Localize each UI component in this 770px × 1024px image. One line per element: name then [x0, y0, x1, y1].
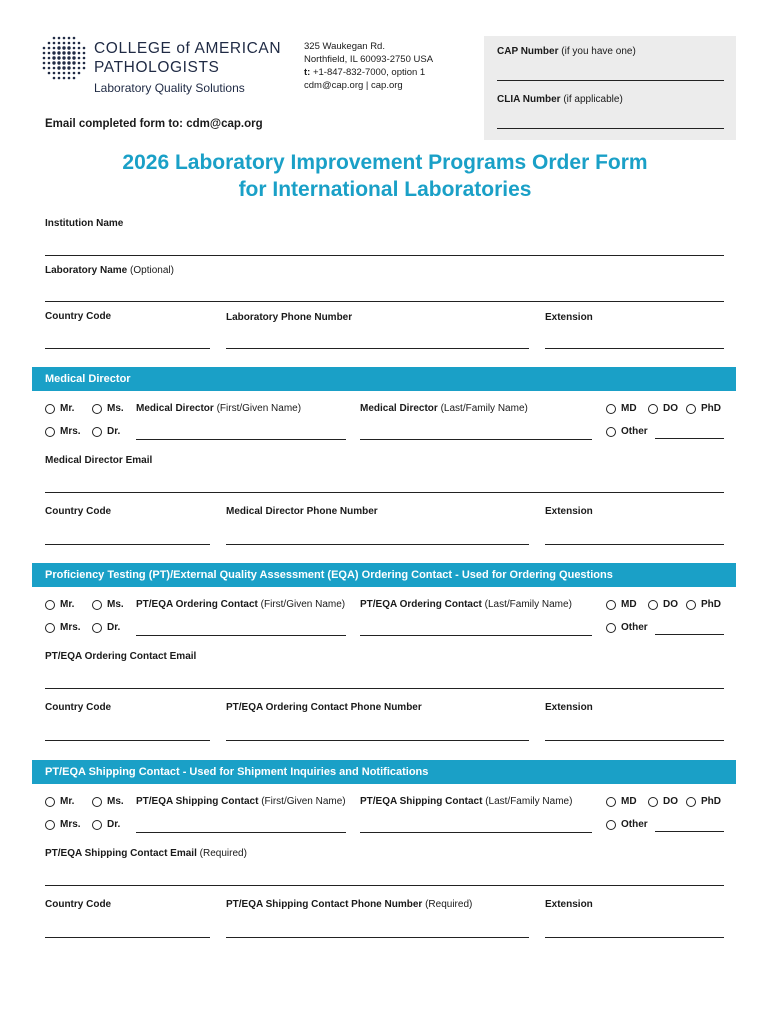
- radio-circle-icon: [648, 797, 658, 807]
- logo-dot: [48, 72, 51, 75]
- lab-country-code-label: Country Code: [45, 311, 112, 322]
- logo-dot: [48, 62, 51, 65]
- radio-circle-icon: [606, 623, 616, 633]
- logo-dot: [67, 51, 70, 54]
- logo-dot: [68, 77, 71, 80]
- pt-ordering-first-name-field[interactable]: [136, 635, 346, 636]
- pt-shipping-degree-radio[interactable]: Other: [606, 819, 648, 830]
- logo-dot: [57, 46, 60, 49]
- laboratory-name-field[interactable]: [45, 301, 724, 302]
- logo-dot: [52, 56, 55, 59]
- pt-shipping-phone-label: PT/EQA Shipping Contact Phone Number (Required): [226, 899, 473, 910]
- pt-shipping-degree-radio[interactable]: PhD: [686, 796, 721, 807]
- logo-dot: [62, 61, 65, 64]
- radio-circle-icon: [92, 404, 102, 414]
- medical-director-section-header: Medical Director: [32, 367, 736, 391]
- logo-dot: [78, 67, 81, 70]
- pt-ordering-degree-radio[interactable]: MD: [606, 599, 637, 610]
- logo-dot: [43, 57, 46, 60]
- lab-phone-label: Laboratory Phone Number: [226, 312, 353, 323]
- logo-org-line3: Laboratory Quality Solutions: [94, 81, 245, 95]
- medical-director-first-name-field[interactable]: [136, 439, 346, 440]
- pt-shipping-degree-radio[interactable]: MD: [606, 796, 637, 807]
- pt-ordering-salutation-radio[interactable]: Mr.: [45, 599, 74, 610]
- cap-logo-icon: [42, 36, 86, 80]
- cap-number-field[interactable]: [497, 80, 724, 81]
- lab-extension-label: Extension: [545, 312, 593, 323]
- pt-shipping-email-field[interactable]: [45, 885, 724, 886]
- pt-shipping-first-name-field[interactable]: [136, 832, 346, 833]
- logo-dot: [73, 72, 76, 75]
- pt-shipping-country-code-label: Country Code: [45, 899, 112, 910]
- medical-director-email-label: Medical Director Email: [45, 455, 153, 466]
- medical-director-salutation-radio[interactable]: Mr.: [45, 403, 74, 414]
- logo-dot: [73, 67, 76, 70]
- logo-dot: [63, 42, 66, 45]
- logo-dot: [83, 57, 86, 60]
- logo-dot: [78, 72, 81, 75]
- logo-dot: [63, 37, 66, 40]
- logo-dot: [43, 52, 46, 55]
- logo-dot: [57, 51, 60, 54]
- pt-ordering-phone-field[interactable]: [226, 740, 529, 741]
- pt-shipping-salutation-radio[interactable]: Mr.: [45, 796, 74, 807]
- pt-shipping-extension-field[interactable]: [545, 937, 724, 938]
- pt-shipping-phone-field[interactable]: [226, 937, 529, 938]
- pt-shipping-salutation-radio[interactable]: Dr.: [92, 819, 120, 830]
- logo-dot: [58, 77, 61, 80]
- pt-shipping-email-label: PT/EQA Shipping Contact Email (Required): [45, 848, 247, 859]
- address-phone: t: +1-847-832-7000, option 1: [304, 67, 426, 78]
- pt-shipping-country-code-field[interactable]: [45, 937, 210, 938]
- logo-dot: [73, 42, 76, 45]
- laboratory-name-label: Laboratory Name (Optional): [45, 265, 174, 276]
- logo-dot: [48, 57, 51, 60]
- medical-director-salutation-radio[interactable]: Ms.: [92, 403, 124, 414]
- logo-dot: [53, 42, 56, 45]
- radio-circle-icon: [92, 797, 102, 807]
- logo-dot: [78, 57, 81, 60]
- logo-dot: [48, 67, 51, 70]
- pt-ordering-last-name-label: PT/EQA Ordering Contact (Last/Family Name): [360, 599, 572, 610]
- medical-director-country-code-label: Country Code: [45, 506, 112, 517]
- logo-dot: [58, 37, 61, 40]
- radio-circle-icon: [686, 797, 696, 807]
- logo-dot: [63, 77, 66, 80]
- pt-shipping-extension-label: Extension: [545, 899, 593, 910]
- radio-circle-icon: [45, 600, 55, 610]
- logo-dot: [83, 52, 86, 55]
- pt-shipping-degree-other-field[interactable]: [655, 831, 724, 832]
- lab-country-code-field[interactable]: [45, 348, 210, 349]
- pt-ordering-first-name-label: PT/EQA Ordering Contact (First/Given Name): [136, 599, 346, 610]
- pt-ordering-salutation-radio[interactable]: Dr.: [92, 622, 120, 633]
- pt-ordering-salutation-radio[interactable]: Ms.: [92, 599, 124, 610]
- radio-circle-icon: [45, 820, 55, 830]
- logo-dot: [67, 66, 70, 69]
- pt-ordering-section-header: Proficiency Testing (PT)/External Quality Assessment (EQA) Ordering Contact - Used for Ordering Questions: [32, 563, 736, 587]
- logo-org-line1: COLLEGE of AMERICAN: [94, 40, 282, 57]
- address-email: cdm@cap.org | cap.org: [304, 80, 403, 91]
- pt-shipping-first-name-label: PT/EQA Shipping Contact (First/Given Name): [136, 796, 346, 807]
- lab-phone-field[interactable]: [226, 348, 529, 349]
- radio-circle-icon: [686, 600, 696, 610]
- logo-dot: [52, 61, 55, 64]
- radio-circle-icon: [606, 820, 616, 830]
- pt-ordering-phone-label: PT/EQA Ordering Contact Phone Number: [226, 702, 422, 713]
- logo-dot: [48, 47, 51, 50]
- institution-name-label: Institution Name: [45, 218, 124, 229]
- logo-dot: [57, 66, 60, 69]
- pt-shipping-degree-radio[interactable]: DO: [648, 796, 678, 807]
- lab-extension-field[interactable]: [545, 348, 724, 349]
- medical-director-degree-radio[interactable]: MD: [606, 403, 637, 414]
- clia-number-field[interactable]: [497, 128, 724, 129]
- medical-director-degree-radio[interactable]: Other: [606, 426, 648, 437]
- medical-director-extension-field[interactable]: [545, 544, 724, 545]
- logo-dot: [73, 77, 76, 80]
- logo-dot: [43, 47, 46, 50]
- logo-dot: [83, 62, 86, 65]
- logo-dot: [48, 52, 51, 55]
- pt-ordering-email-field[interactable]: [45, 688, 724, 689]
- medical-director-extension-label: Extension: [545, 506, 593, 517]
- address-city: Northfield, IL 60093-2750 USA: [304, 54, 434, 65]
- pt-ordering-last-name-field[interactable]: [360, 635, 592, 636]
- logo-dot: [78, 52, 81, 55]
- logo-dot: [62, 66, 65, 69]
- logo-dot: [78, 47, 81, 50]
- pt-ordering-email-label: PT/EQA Ordering Contact Email: [45, 651, 197, 662]
- radio-circle-icon: [606, 427, 616, 437]
- pt-shipping-last-name-label: PT/EQA Shipping Contact (Last/Family Name): [360, 796, 573, 807]
- radio-circle-icon: [45, 427, 55, 437]
- logo-dot: [78, 62, 81, 65]
- logo-dot: [43, 67, 46, 70]
- medical-director-degree-radio[interactable]: PhD: [686, 403, 721, 414]
- logo-dot: [68, 42, 71, 45]
- form-title-line2: for International Laboratories: [238, 178, 532, 201]
- radio-circle-icon: [45, 623, 55, 633]
- pt-ordering-extension-field[interactable]: [545, 740, 724, 741]
- pt-shipping-salutation-radio[interactable]: Ms.: [92, 796, 124, 807]
- form-title-line1: 2026 Laboratory Improvement Programs Order Form: [122, 151, 648, 174]
- logo-dot: [53, 37, 56, 40]
- radio-circle-icon: [45, 797, 55, 807]
- medical-director-last-name-label: Medical Director (Last/Family Name): [360, 403, 528, 414]
- logo-dot: [68, 72, 71, 75]
- medical-director-email-field[interactable]: [45, 492, 724, 493]
- logo-dot: [72, 61, 75, 64]
- pt-ordering-degree-radio[interactable]: DO: [648, 599, 678, 610]
- radio-circle-icon: [606, 797, 616, 807]
- medical-director-first-name-label: Medical Director (First/Given Name): [136, 403, 302, 414]
- logo-dot: [57, 56, 60, 59]
- pt-ordering-country-code-field[interactable]: [45, 740, 210, 741]
- medical-director-last-name-field[interactable]: [360, 439, 592, 440]
- medical-director-degree-radio[interactable]: DO: [648, 403, 678, 414]
- institution-name-field[interactable]: [45, 255, 724, 256]
- pt-ordering-salutation-radio[interactable]: Mrs.: [45, 622, 81, 633]
- logo-dot: [78, 42, 81, 45]
- logo-dot: [58, 42, 61, 45]
- clia-number-label: CLIA Number (if applicable): [497, 94, 623, 105]
- medical-director-phone-field[interactable]: [226, 544, 529, 545]
- email-note: Email completed form to: cdm@cap.org: [45, 118, 263, 130]
- logo-dot: [58, 72, 61, 75]
- pt-ordering-country-code-label: Country Code: [45, 702, 112, 713]
- radio-circle-icon: [45, 404, 55, 414]
- logo-dot: [62, 56, 65, 59]
- medical-director-degree-other-field[interactable]: [655, 438, 724, 439]
- logo-dot: [57, 61, 60, 64]
- medical-director-salutation-radio[interactable]: Dr.: [92, 426, 120, 437]
- logo-dot: [62, 51, 65, 54]
- logo-dot: [53, 47, 56, 50]
- logo-dot: [68, 37, 71, 40]
- logo-dot: [67, 46, 70, 49]
- logo-dot: [53, 67, 56, 70]
- radio-circle-icon: [92, 623, 102, 633]
- radio-circle-icon: [648, 404, 658, 414]
- medical-director-phone-label: Medical Director Phone Number: [226, 506, 378, 517]
- logo-dot: [43, 62, 46, 65]
- logo-dot: [83, 47, 86, 50]
- pt-ordering-degree-other-field[interactable]: [655, 634, 724, 635]
- pt-ordering-degree-radio[interactable]: PhD: [686, 599, 721, 610]
- pt-shipping-section-header: PT/EQA Shipping Contact - Used for Shipment Inquiries and Notifications: [32, 760, 736, 784]
- medical-director-salutation-radio[interactable]: Mrs.: [45, 426, 81, 437]
- radio-circle-icon: [92, 427, 102, 437]
- radio-circle-icon: [606, 600, 616, 610]
- radio-circle-icon: [606, 404, 616, 414]
- logo-dot: [62, 46, 65, 49]
- logo-dot: [73, 47, 76, 50]
- logo-dot: [67, 61, 70, 64]
- logo-dot: [53, 72, 56, 75]
- logo-org-line2: PATHOLOGISTS: [94, 59, 220, 76]
- medical-director-country-code-field[interactable]: [45, 544, 210, 545]
- pt-ordering-degree-radio[interactable]: Other: [606, 622, 648, 633]
- logo-dot: [63, 72, 66, 75]
- pt-shipping-last-name-field[interactable]: [360, 832, 592, 833]
- logo-dot: [73, 37, 76, 40]
- pt-ordering-extension-label: Extension: [545, 702, 593, 713]
- logo-dot: [72, 56, 75, 59]
- pt-shipping-salutation-radio[interactable]: Mrs.: [45, 819, 81, 830]
- logo-dot: [48, 42, 51, 45]
- address-street: 325 Waukegan Rd.: [304, 41, 385, 52]
- radio-circle-icon: [686, 404, 696, 414]
- logo-dot: [83, 67, 86, 70]
- radio-circle-icon: [648, 600, 658, 610]
- radio-circle-icon: [92, 820, 102, 830]
- radio-circle-icon: [92, 600, 102, 610]
- cap-number-label: CAP Number (if you have one): [497, 46, 636, 57]
- logo-dot: [52, 51, 55, 54]
- logo-dot: [72, 51, 75, 54]
- logo-dot: [67, 56, 70, 59]
- logo-dot: [53, 77, 56, 80]
